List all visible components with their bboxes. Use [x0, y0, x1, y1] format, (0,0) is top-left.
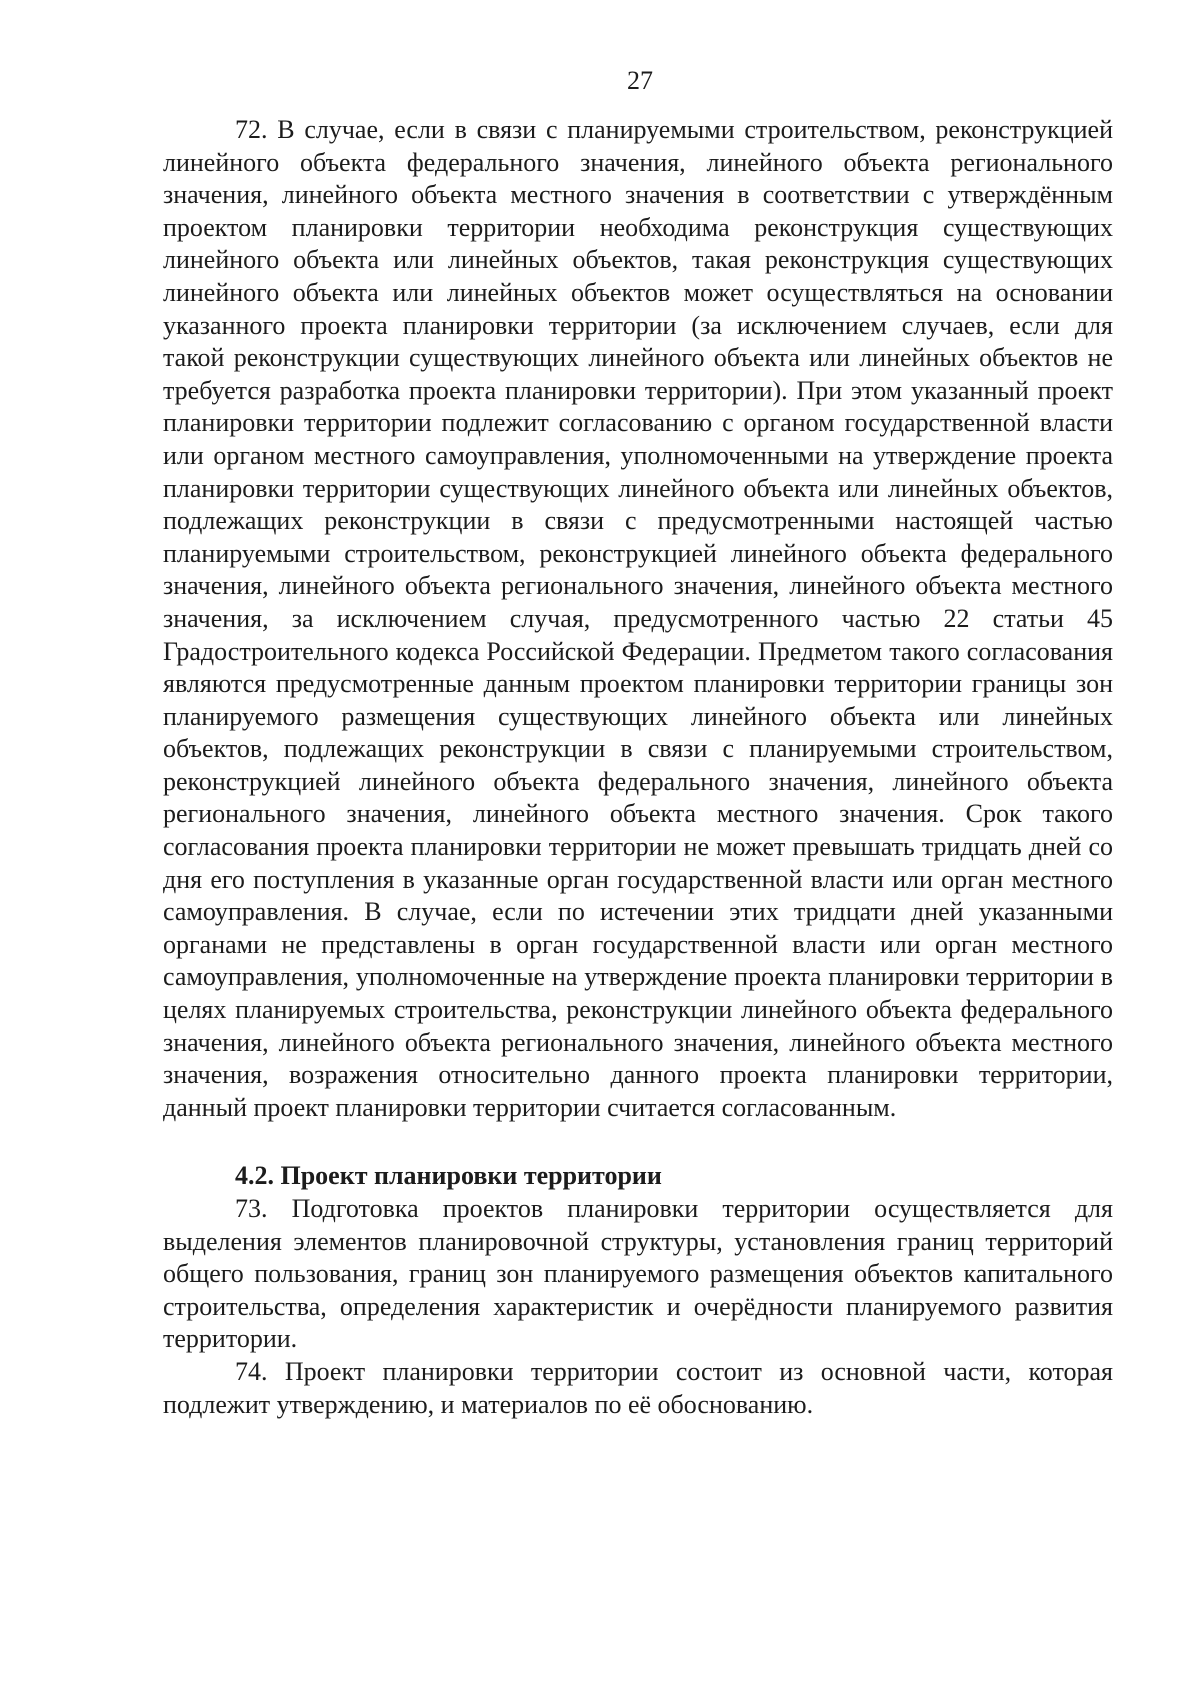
paragraph-72: 72. В случае, если в связи с планируемыми строительством, реконструкцией линейного объекта федерального значения, линейного объекта регионального значения, линейного объекта местного значения в соответствии с утверждённым проектом планировки территории необходима реконструкция существующих линейного объекта или линейных объектов, такая реконструкция существующих линейного объекта или линейных объектов может осуществляться на основании указанного проекта планировки территории (за исключением случаев, если для такой реконструкции существующих линейного объекта или линейных объектов не требуется разработка проекта планировки территории). При этом указанный проект планировки территории подлежит согласованию с органом государственной власти или органом местного самоуправления, уполномоченными на утверждение проекта планировки территории существующих линейного объекта или линейных объектов, подлежащих реконструкции в связи с предусмотренными настоящей частью планируемыми строительством, реконструкцией линейного объекта федерального значения, линейного объекта регионального значения, линейного объекта местного значения, за исключением случая, предусмотренного частью 22 статьи 45 Градостроительного кодекса Российской Федерации. Предметом такого согласования являются предусмотренные данным проектом планировки территории границы зон планируемого размещения существующих линейного объекта или линейных объектов, подлежащих реконструкции в связи с планируемыми строительством, реконструкцией линейного объекта федерального значения, линейного объекта регионального значения, линейного объекта местного значения. Срок такого согласования проекта планировки территории не может превышать тридцать дней со дня его поступления в указанные орган государственной власти или орган местного самоуправления. В случае, если по истечении этих тридцати дней указанными органами не представлены в орган государственной власти или орган местного самоуправления, уполномоченные на утверждение проекта планировки территории в целях планируемых строительства, реконструкции линейного объекта федерального значения, линейного объекта регионального значения, линейного объекта местного значения, возражения относительно данного проекта планировки территории, данный проект планировки территории считается согласованным. [163, 115, 1113, 1122]
page-number: 27 [627, 66, 653, 95]
page-content [163, 114, 1113, 1421]
section-heading: 4.2. Проект планировки территории [235, 1161, 662, 1191]
paragraph-73: 73. Подготовка проектов планировки территории осуществляется для выделения элементов планировочной структуры, установления границ территорий общего пользования, границ зон планируемого размещения объектов капитального строительства, определения характеристик и очерёдности планируемого развития территории. [163, 1194, 1113, 1354]
paragraph-74: 74. Проект планировки территории состоит из основной части, которая подлежит утверждению, и материалов по её обоснованию. [163, 1356, 1113, 1419]
